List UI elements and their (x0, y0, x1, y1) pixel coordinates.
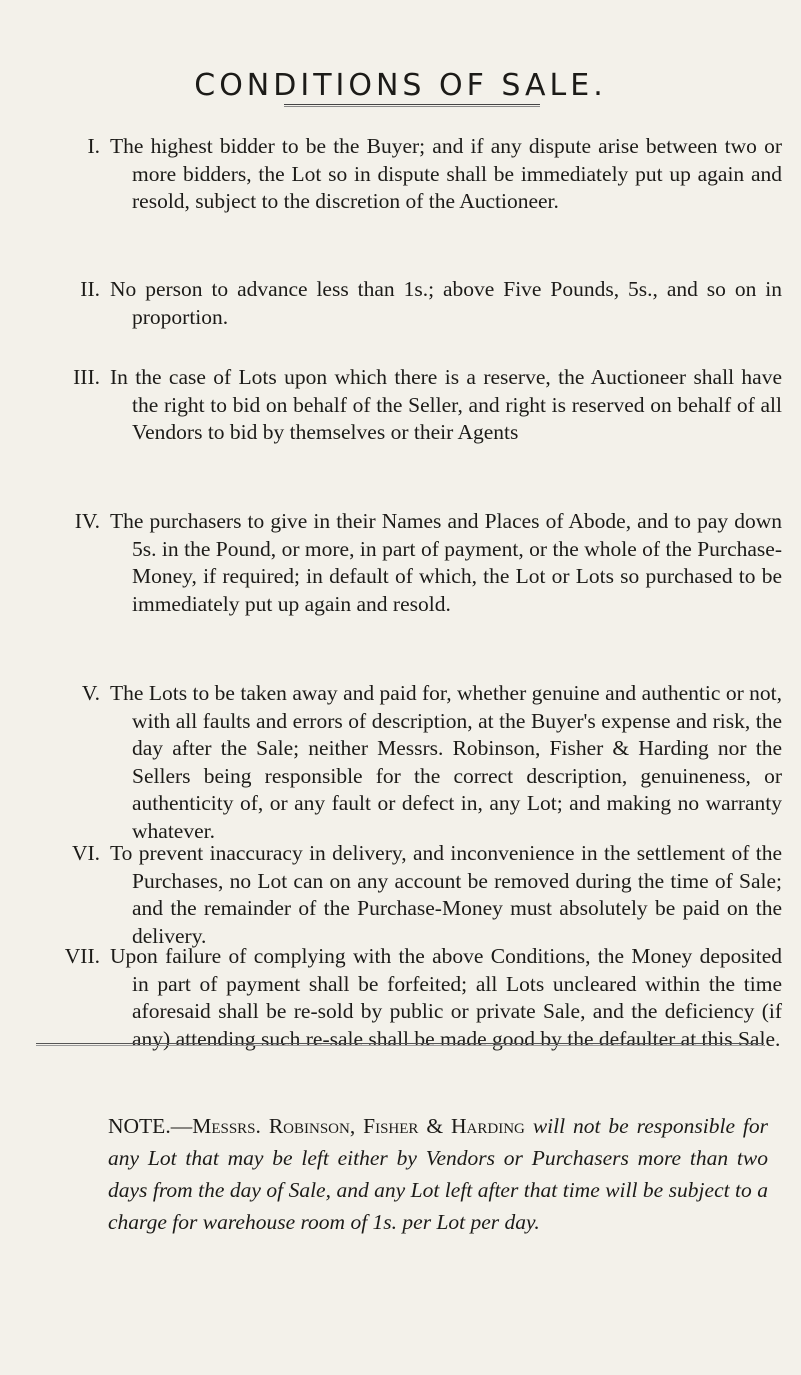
note-rule (36, 1043, 764, 1046)
footer-note (108, 1110, 768, 1238)
condition-5 (30, 680, 782, 845)
condition-number: VII. (64, 944, 100, 968)
condition-7 (30, 943, 782, 1053)
condition-number: IV. (74, 509, 100, 533)
condition-number: II. (80, 277, 100, 301)
page-title: CONDITIONS OF SALE. (194, 68, 607, 104)
condition-text: The Lots to be taken away and paid for, whether genuine and authentic or not, with all faults and errors of description, at the Buyer's expense and risk, the day after the Sale; neither Messrs. Robinson, Fisher & Harding nor the Sellers being responsible for the correct description, genuineness, or authenticity of, or any fault or defect in, any Lot; and making no warranty whatever. (110, 681, 782, 843)
condition-number: III. (73, 365, 100, 389)
title-rule (284, 104, 540, 107)
condition-text: No person to advance less than 1s.; above Five Pounds, 5s., and so on in proportion. (110, 277, 782, 329)
condition-text: The purchasers to give in their Names and Places of Abode, and to pay down 5s. in the Pound, or more, in part of payment, or the whole of the Purchase-Money, if required; in default of which, the Lot or Lots so purchased to be immediately put up again and resold. (110, 509, 782, 616)
note-text: will not be responsible for any Lot that may be left either by Vendors or Purchasers more than two days from the day of Sale, and any Lot left after that time will be subject to a charge for warehouse room of 1s. per Lot per day. (108, 1113, 769, 1234)
note-lead: NOTE.— (108, 1113, 193, 1138)
condition-text: Upon failure of complying with the above Conditions, the Money deposited in part of payment shall be forfeited; all Lots uncleared within the time aforesaid shall be re-sold by public or private Sale, and the deficiency (if any) attending such re-sale shall be made good by the defaulter at this Sale. (110, 944, 782, 1051)
condition-number: I. (87, 134, 100, 158)
condition-1 (30, 133, 782, 216)
condition-2 (30, 276, 782, 331)
condition-number: VI. (71, 841, 100, 865)
condition-6 (30, 840, 782, 950)
note-firms: Messrs. Robinson, Fisher & Harding (192, 1113, 525, 1138)
condition-text: In the case of Lots upon which there is a reserve, the Auctioneer shall have the right to bid on behalf of the Seller, and right is reserved on behalf of all Vendors to bid by themselves or their Agents (110, 365, 782, 444)
condition-text: The highest bidder to be the Buyer; and if any dispute arise between two or more bidders, the Lot so in dispute shall be immediately put up again and resold, subject to the discretion of the Auctioneer. (110, 134, 782, 213)
condition-3 (30, 364, 782, 447)
condition-4 (30, 508, 782, 618)
condition-text: To prevent inaccuracy in delivery, and inconvenience in the settlement of the Purchases, no Lot can on any account be removed during the time of Sale; and the remainder of the Purchase-Money must absolutely be paid on the delivery. (110, 841, 782, 948)
condition-number: V. (81, 681, 100, 705)
